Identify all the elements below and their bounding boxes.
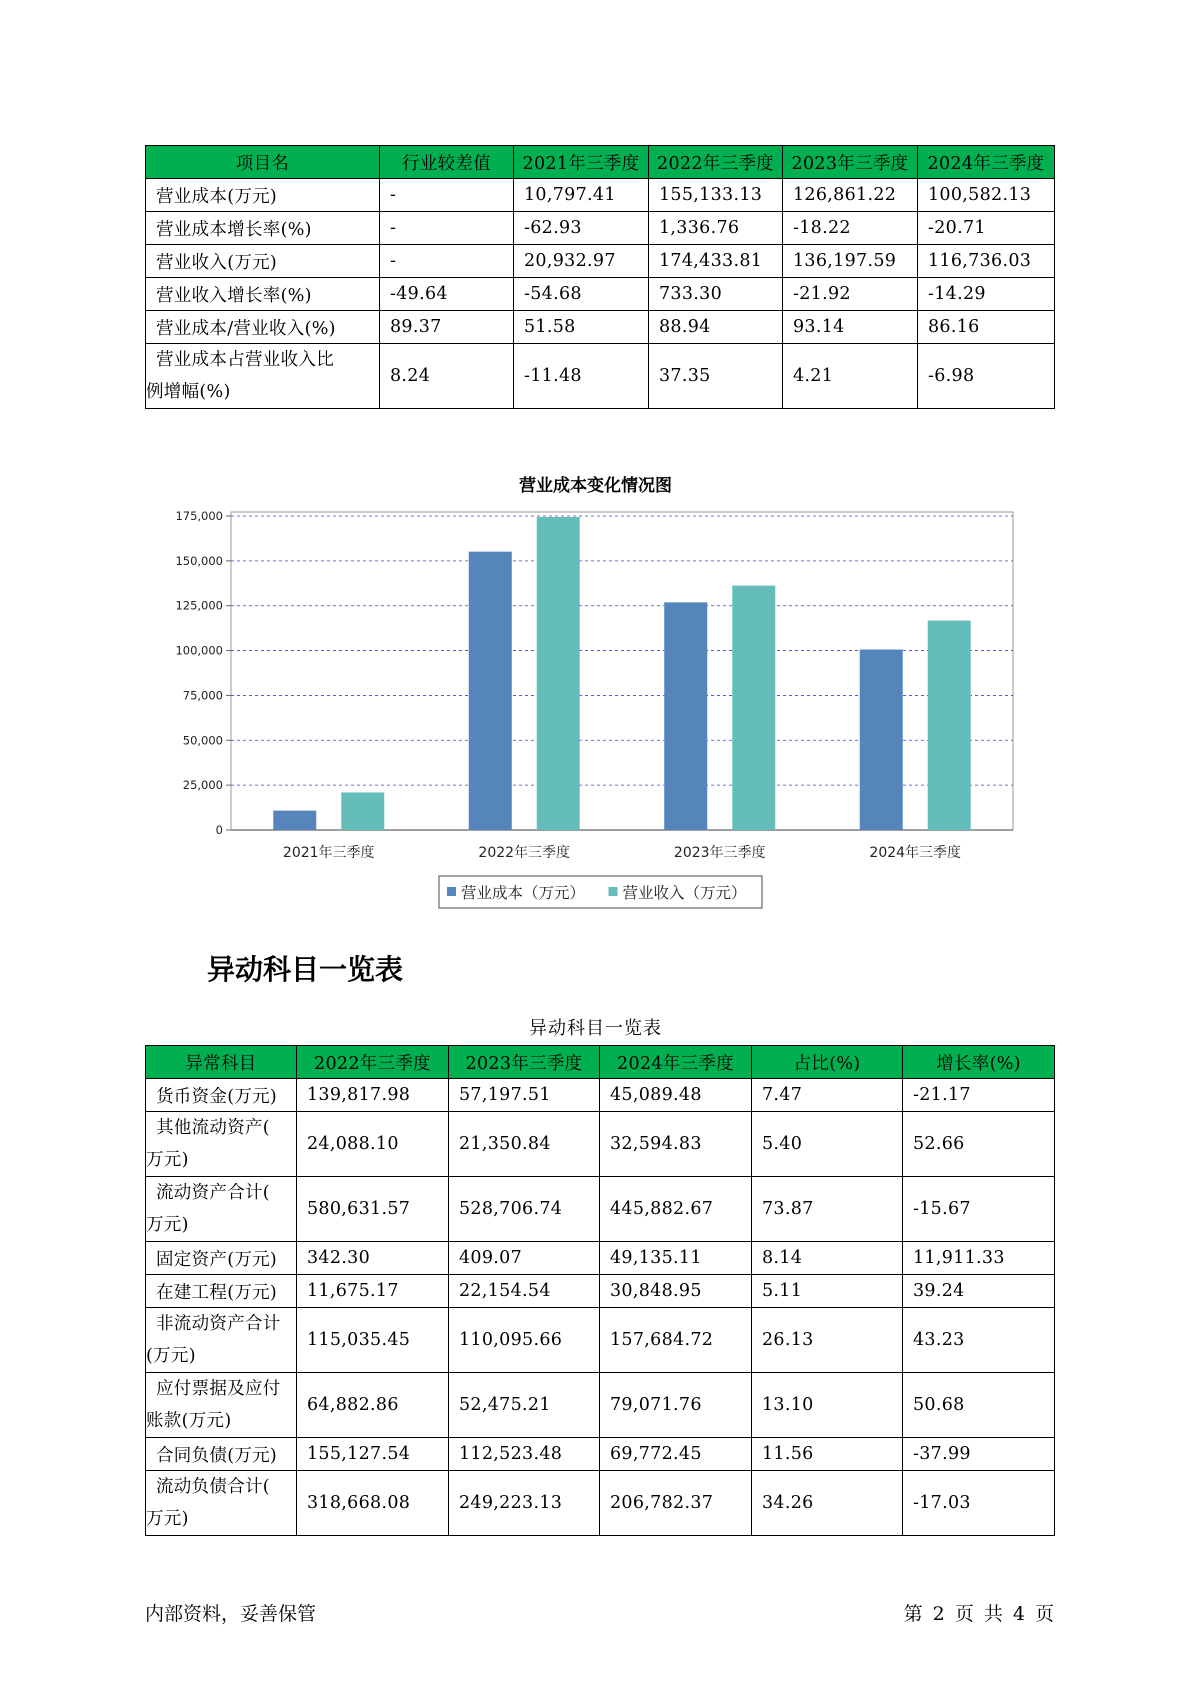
- table-cell: 21,350.84: [449, 1112, 600, 1177]
- table-cell: 733.30: [649, 278, 783, 311]
- bar: [928, 621, 971, 830]
- table-cell: -49.64: [380, 278, 514, 311]
- section-heading: 异动科目一览表: [207, 953, 404, 986]
- table-cell: 115,035.45: [297, 1308, 449, 1373]
- table-cell: 57,197.51: [449, 1079, 600, 1112]
- table-cell: 69,772.45: [600, 1438, 752, 1471]
- column-header: 2023年三季度: [449, 1046, 600, 1079]
- table-cell: 79,071.76: [600, 1373, 752, 1438]
- row-label: 营业收入(万元): [146, 245, 380, 278]
- table-cell: 39.24: [903, 1275, 1055, 1308]
- table-cell: 64,882.86: [297, 1373, 449, 1438]
- row-label: 货币资金(万元): [146, 1079, 297, 1112]
- table-cell: 342.30: [297, 1242, 449, 1275]
- table-cell: 45,089.48: [600, 1079, 752, 1112]
- column-header: 2024年三季度: [918, 146, 1055, 179]
- table-cell: 22,154.54: [449, 1275, 600, 1308]
- bar: [664, 602, 707, 830]
- row-label: 营业成本增长率(%): [146, 212, 380, 245]
- row-label: 其他流动资产( 万元): [146, 1112, 297, 1177]
- legend-label: 营业收入（万元）: [622, 884, 747, 902]
- table-cell: -18.22: [783, 212, 918, 245]
- x-tick-label: 2023年三季度: [673, 845, 766, 861]
- table-cell: 116,736.03: [918, 245, 1055, 278]
- table-cell: -11.48: [514, 344, 649, 409]
- table-row: [146, 1079, 1055, 1112]
- table-cell: 86.16: [918, 311, 1055, 344]
- table-cell: -: [380, 212, 514, 245]
- row-label: 营业成本/营业收入(%): [146, 311, 380, 344]
- column-header: 增长率(%): [903, 1046, 1055, 1079]
- table-cell: 155,127.54: [297, 1438, 449, 1471]
- table-cell: -21.17: [903, 1079, 1055, 1112]
- table-cell: -: [380, 179, 514, 212]
- column-header: 2024年三季度: [600, 1046, 752, 1079]
- table-cell: 5.11: [752, 1275, 903, 1308]
- table-cell: 13.10: [752, 1373, 903, 1438]
- table-cell: 73.87: [752, 1177, 903, 1242]
- table-cell: 11,911.33: [903, 1242, 1055, 1275]
- table-cell: 580,631.57: [297, 1177, 449, 1242]
- footer-confidential-note: 内部资料，妥善保管: [145, 1603, 317, 1625]
- column-header: 2021年三季度: [514, 146, 649, 179]
- table-cell: 206,782.37: [600, 1471, 752, 1536]
- column-header: 行业较差值: [380, 146, 514, 179]
- table-cell: 445,882.67: [600, 1177, 752, 1242]
- table-cell: 155,133.13: [649, 179, 783, 212]
- bar: [273, 811, 316, 830]
- legend-swatch: [447, 887, 456, 896]
- table-cell: 8.14: [752, 1242, 903, 1275]
- table-cell: 26.13: [752, 1308, 903, 1373]
- table-cell: 49,135.11: [600, 1242, 752, 1275]
- table-cell: 11.56: [752, 1438, 903, 1471]
- legend-label: 营业成本（万元）: [461, 884, 586, 902]
- table-cell: 52.66: [903, 1112, 1055, 1177]
- table-cell: 139,817.98: [297, 1079, 449, 1112]
- table-abnormal-items: [145, 1045, 1055, 1536]
- table-cell: 89.37: [380, 311, 514, 344]
- y-tick-label: 125,000: [175, 598, 223, 613]
- table-cell: 52,475.21: [449, 1373, 600, 1438]
- table-row: [146, 1438, 1055, 1471]
- table-cell: 249,223.13: [449, 1471, 600, 1536]
- bar: [860, 650, 903, 830]
- bar: [537, 517, 580, 830]
- table-cell: 409.07: [449, 1242, 600, 1275]
- table-cell: 37.35: [649, 344, 783, 409]
- row-label: 合同负债(万元): [146, 1438, 297, 1471]
- column-header: 异常科目: [146, 1046, 297, 1079]
- table-cell: -14.29: [918, 278, 1055, 311]
- y-tick-label: 100,000: [175, 643, 223, 658]
- row-label: 营业成本占营业收入比 例增幅(%): [146, 344, 380, 409]
- table-cell: 174,433.81: [649, 245, 783, 278]
- x-tick-label: 2024年三季度: [869, 845, 962, 861]
- table-cell: -37.99: [903, 1438, 1055, 1471]
- table-cell: -17.03: [903, 1471, 1055, 1536]
- row-label: 营业收入增长率(%): [146, 278, 380, 311]
- table-cell: 1,336.76: [649, 212, 783, 245]
- y-tick-label: 75,000: [182, 688, 223, 703]
- column-header: 2022年三季度: [297, 1046, 449, 1079]
- table-cell: 112,523.48: [449, 1438, 600, 1471]
- column-header: 2022年三季度: [649, 146, 783, 179]
- table-row: [146, 1308, 1055, 1373]
- y-tick-label: 50,000: [182, 733, 223, 748]
- row-label: 流动负债合计( 万元): [146, 1471, 297, 1536]
- legend-swatch: [609, 887, 618, 896]
- y-tick-label: 150,000: [175, 553, 223, 568]
- table-caption: 异动科目一览表: [529, 1018, 662, 1039]
- column-header: 项目名: [146, 146, 380, 179]
- table-cell: -6.98: [918, 344, 1055, 409]
- column-header: 2023年三季度: [783, 146, 918, 179]
- table-cell: 5.40: [752, 1112, 903, 1177]
- table-cell: -: [380, 245, 514, 278]
- table-cell: 24,088.10: [297, 1112, 449, 1177]
- column-header: 占比(%): [752, 1046, 903, 1079]
- table-row: [146, 1177, 1055, 1242]
- bar: [469, 552, 512, 830]
- row-label: 在建工程(万元): [146, 1275, 297, 1308]
- table-cell: 30,848.95: [600, 1275, 752, 1308]
- row-label: 流动资产合计( 万元): [146, 1177, 297, 1242]
- x-tick-label: 2022年三季度: [478, 845, 571, 861]
- table-cell: 8.24: [380, 344, 514, 409]
- table-cell: -21.92: [783, 278, 918, 311]
- table-cell: 126,861.22: [783, 179, 918, 212]
- y-tick-label: 175,000: [175, 509, 223, 523]
- table-cell: 136,197.59: [783, 245, 918, 278]
- table-cell: 157,684.72: [600, 1308, 752, 1373]
- table-row: [146, 1275, 1055, 1308]
- row-label: 固定资产(万元): [146, 1242, 297, 1275]
- table-cell: 4.21: [783, 344, 918, 409]
- row-label: 非流动资产合计 (万元): [146, 1308, 297, 1373]
- table-cell: 34.26: [752, 1471, 903, 1536]
- table-cell: 110,095.66: [449, 1308, 600, 1373]
- table-cell: 93.14: [783, 311, 918, 344]
- table-row: [146, 1373, 1055, 1438]
- y-tick-label: 25,000: [182, 778, 223, 793]
- table-cell: 43.23: [903, 1308, 1055, 1373]
- row-label: 营业成本(万元): [146, 179, 380, 212]
- table-cell: 51.58: [514, 311, 649, 344]
- table-cell: -15.67: [903, 1177, 1055, 1242]
- table-cell: 318,668.08: [297, 1471, 449, 1536]
- y-tick-label: 0: [215, 823, 223, 837]
- bar: [341, 792, 384, 830]
- table-cell: 50.68: [903, 1373, 1055, 1438]
- table-cell: 11,675.17: [297, 1275, 449, 1308]
- table-row: [146, 1112, 1055, 1177]
- table-row: [146, 1471, 1055, 1536]
- table-cell: 32,594.83: [600, 1112, 752, 1177]
- chart-title: 营业成本变化情况图: [519, 476, 672, 496]
- table-cell: 100,582.13: [918, 179, 1055, 212]
- table-cell: 20,932.97: [514, 245, 649, 278]
- table-cell: -62.93: [514, 212, 649, 245]
- bar: [732, 586, 775, 830]
- row-label: 应付票据及应付 账款(万元): [146, 1373, 297, 1438]
- table-row: [146, 1242, 1055, 1275]
- table-cell: -20.71: [918, 212, 1055, 245]
- footer-page-number: 第 2 页 共 4 页: [903, 1603, 1054, 1625]
- table-cell: 528,706.74: [449, 1177, 600, 1242]
- table-header-row: [146, 1046, 1055, 1079]
- table-cell: 7.47: [752, 1079, 903, 1112]
- table-cell: -54.68: [514, 278, 649, 311]
- table-cell: 10,797.41: [514, 179, 649, 212]
- x-tick-label: 2021年三季度: [282, 845, 375, 861]
- table-cell: 88.94: [649, 311, 783, 344]
